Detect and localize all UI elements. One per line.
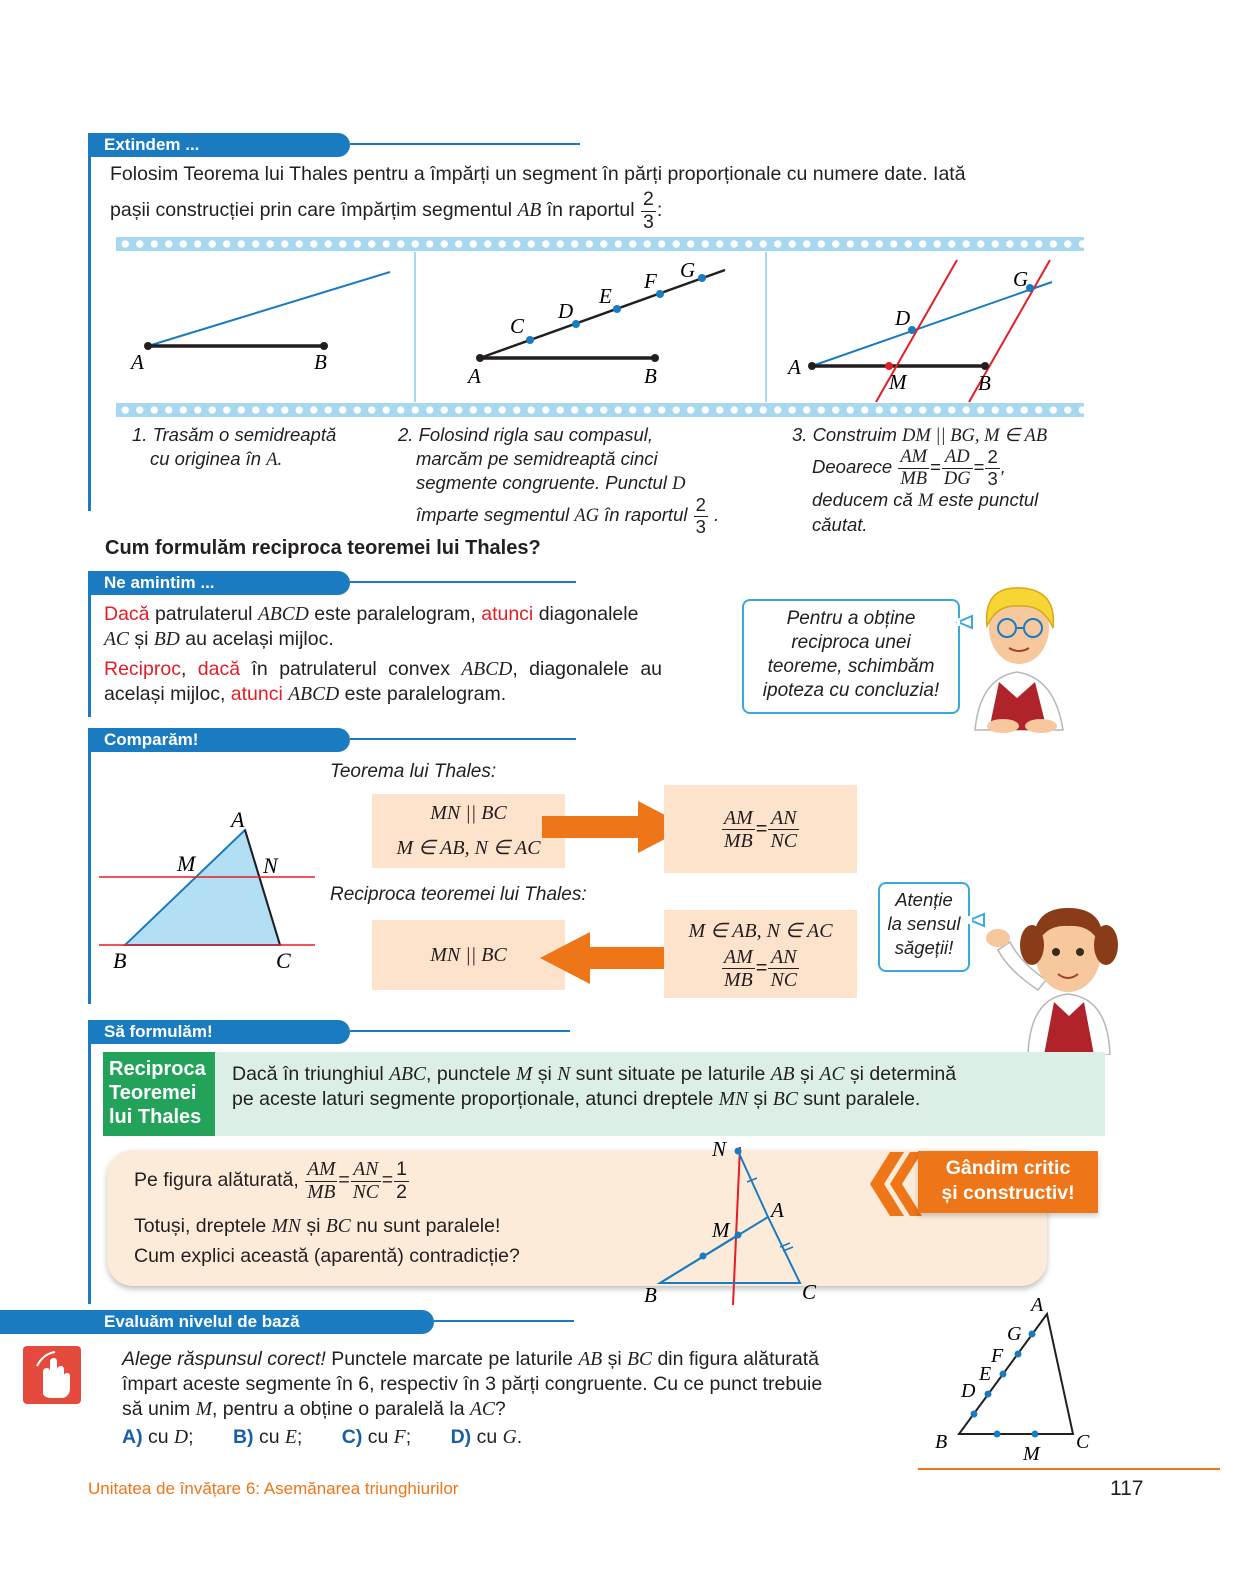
fig2-label-B: B xyxy=(644,364,657,388)
evaluam-triangle-figure xyxy=(925,1290,1105,1470)
question-heading: Cum formulăm reciproca teoremei lui Thales? xyxy=(105,537,541,559)
comparam-left-bar xyxy=(88,728,91,1004)
ne-amintim-line1: Dacă patrulaterul ABCD este paralelogram, atunci diagonalele xyxy=(104,603,639,625)
eval-label-B: B xyxy=(935,1431,948,1453)
step2-figure xyxy=(466,258,725,388)
step1-figure xyxy=(129,272,390,374)
reciproc-conclusion-box: MN || BC xyxy=(372,920,565,990)
boy-illustration xyxy=(955,580,1085,740)
theorem-line1: Dacă în triunghiul ABC, punctele M și N sunt situate pe laturile AB și AC și determină xyxy=(232,1063,957,1085)
ne-amintim-header: Ne amintim ... xyxy=(88,571,350,595)
ne-amintim-left-bar xyxy=(88,571,91,717)
crit-label-M: M xyxy=(712,1218,730,1242)
fig1-label-B: B xyxy=(314,350,327,374)
girl-illustration xyxy=(968,890,1138,1055)
sa-formulam-header-line xyxy=(350,1030,570,1032)
ne-amintim-header-line xyxy=(350,581,576,583)
evaluam-line3: să unim M, pentru a obține o paralelă la AC? xyxy=(122,1398,506,1420)
footer-unit-title: Unitatea de învățare 6: Asemănarea triunghiurilor xyxy=(88,1479,459,1498)
theorem-line2: pe aceste laturi segmente proporționale, atunci dreptele MN și BC sunt paralele. xyxy=(232,1088,921,1110)
ne-amintim-line4: același mijloc, atunci ABCD este paralelogram. xyxy=(104,683,507,705)
critical-line1: Pe figura alăturată, $\frac{AM}{MB}$ = $\frac{AN}{NC}$ = $\frac{1}{2}$ xyxy=(134,1158,408,1203)
speech-bubble-girl: Atenție la sensul săgeții! xyxy=(878,882,970,972)
step3-figure xyxy=(786,260,1052,402)
eval-label-M: M xyxy=(1023,1443,1040,1465)
cmp-label-A: A xyxy=(231,807,245,832)
crit-label-B: B xyxy=(644,1283,657,1307)
evaluam-header: Evaluăm nivelul de bază xyxy=(0,1310,434,1334)
option-a[interactable]: A) cu D; xyxy=(122,1426,194,1448)
fig2-point-C xyxy=(526,336,534,344)
fig3-label-D: D xyxy=(895,306,911,330)
fig2-label-D: D xyxy=(558,299,574,323)
contradiction-figure xyxy=(640,1135,840,1310)
step3-caption: 3. Construim DM || BG, M ∈ AB Deoarece $\frac{AM}{MB}$ = $\frac{AD}{DG}$ = $\frac{2}{3}$ , deducem că M este punctul căutat. xyxy=(792,424,1048,535)
evaluam-line1: Alege răspunsul corect! Punctele marcate pe laturile AB și BC din figura alăturată xyxy=(122,1348,819,1370)
thales-hypothesis-box: MN || BC M ∈ AB, N ∈ AC xyxy=(372,794,565,868)
sa-formulam-left-bar xyxy=(88,1020,91,1304)
critical-line2: Totuși, dreptele MN și BC nu sunt paralele! xyxy=(134,1215,501,1237)
comparam-triangle-figure xyxy=(95,805,320,980)
comparam-header-line xyxy=(350,738,576,740)
step1-caption: 1. Trasăm o semidreaptă cu originea în A. xyxy=(132,424,337,470)
fig2-label-E: E xyxy=(599,284,612,308)
eval-label-G: G xyxy=(1007,1323,1022,1345)
speech-bubble-boy: Pentru a obține reciproca unei teoreme, schimbăm ipoteza cu concluzia! xyxy=(742,599,960,714)
fig2-point-D xyxy=(572,320,580,328)
critical-line3: Cum explici această (aparentă) contradicție? xyxy=(134,1245,520,1267)
footer-rule xyxy=(918,1468,1220,1470)
option-d[interactable]: D) cu G. xyxy=(450,1426,523,1448)
critical-badge-chevrons xyxy=(862,1150,922,1218)
option-c[interactable]: C) cu F; xyxy=(341,1426,412,1448)
eval-label-C: C xyxy=(1076,1431,1090,1453)
extindem-header: Extindem ... xyxy=(88,133,350,157)
fig2-label-A: A xyxy=(468,364,481,388)
fig3-label-G: G xyxy=(1013,267,1029,291)
fig2-label-C: C xyxy=(510,314,525,338)
fig1-label-A: A xyxy=(131,350,144,374)
evaluate-hand-icon xyxy=(23,1346,81,1404)
crit-label-N: N xyxy=(712,1137,727,1161)
cmp-label-N: N xyxy=(263,853,278,878)
eval-label-E: E xyxy=(979,1363,992,1385)
evaluam-line2: împart aceste segmente în 6, respectiv în 3 părți congruente. Cu ce punct trebuie xyxy=(122,1373,823,1395)
ne-amintim-line3: Reciproc, dacă în patrulaterul convex ABCD, diagonalele au xyxy=(104,658,663,680)
reciproc-title: Reciproca teoremei lui Thales: xyxy=(330,884,587,905)
eval-label-D: D xyxy=(961,1380,976,1402)
cmp-label-M: M xyxy=(177,851,196,876)
crit-label-C: C xyxy=(802,1280,817,1304)
construction-figures xyxy=(0,0,1240,420)
crit-label-A: A xyxy=(771,1198,784,1222)
option-b[interactable]: B) cu E; xyxy=(232,1426,303,1448)
theorem-title: Reciproca Teoremei lui Thales xyxy=(103,1052,215,1136)
ratio-fraction: $\frac{2}{3}$ xyxy=(642,188,654,233)
fig2-point-F xyxy=(656,290,664,298)
sa-formulam-header: Să formulăm! xyxy=(88,1020,350,1044)
ne-amintim-line2: AC și BD au același mijloc. xyxy=(104,628,334,650)
thales-conclusion-box: $\frac{AM}{MB}$ = $\frac{AN}{NC}$ xyxy=(664,785,857,873)
extindem-intro-line1: Folosim Teorema lui Thales pentru a împărți un segment în părți proporționale cu numere date. Iată xyxy=(110,163,966,185)
fig2-label-G: G xyxy=(680,258,696,282)
cmp-label-C: C xyxy=(276,948,291,973)
thales-title: Teorema lui Thales: xyxy=(330,761,497,782)
evaluam-options xyxy=(122,1425,522,1450)
fig2-point-E xyxy=(613,305,621,313)
extindem-intro-line2: pașii construcției prin care împărțim segmentul AB în raportul $\frac{2}{3}$ : xyxy=(110,188,663,233)
fig3-label-M: M xyxy=(889,370,907,394)
eval-label-F: F xyxy=(991,1345,1004,1367)
step2-caption: 2. Folosind rigla sau compasul, marcăm pe semidreaptă cinci segmente congruente. Punctul D împarte segmentul AG în raportul $\frac{2}{3}$ . xyxy=(398,424,720,537)
fig2-point-G xyxy=(698,274,706,282)
reciproc-hypothesis-box: M ∈ AB, N ∈ AC $\frac{AM}{MB}$ = $\frac{AN}{NC}$ xyxy=(664,910,857,998)
evaluam-header-line xyxy=(434,1320,574,1322)
fig3-label-A: A xyxy=(788,355,801,379)
eval-label-A: A xyxy=(1031,1294,1044,1316)
cmp-label-B: B xyxy=(113,948,127,973)
page-number: 117 xyxy=(1110,1477,1144,1500)
critical-badge: Gândim critic și constructiv! xyxy=(918,1151,1098,1213)
comparam-header: Comparăm! xyxy=(88,728,350,752)
fig3-label-B: B xyxy=(978,371,991,395)
fig2-label-F: F xyxy=(644,269,657,293)
